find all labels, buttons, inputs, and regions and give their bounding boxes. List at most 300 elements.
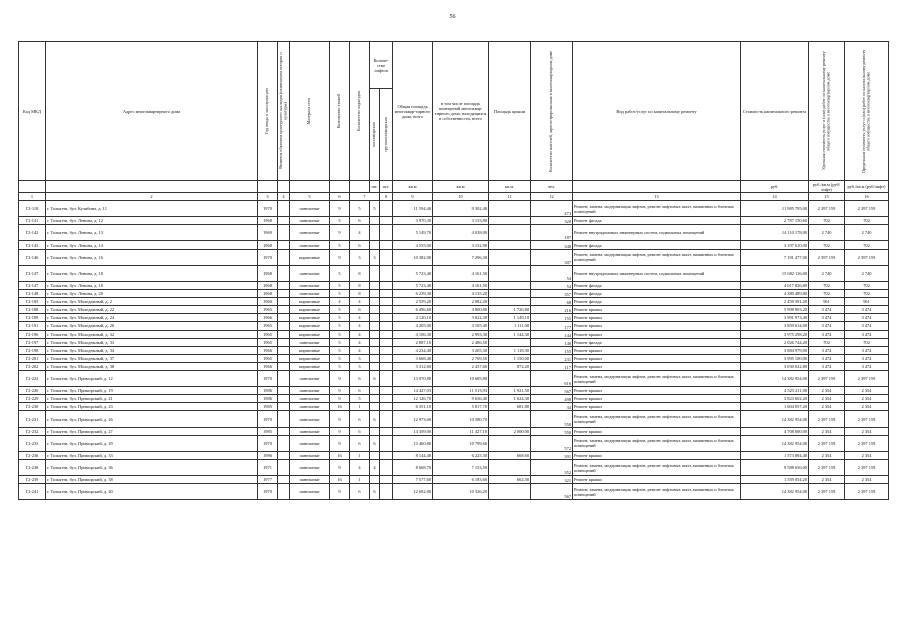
cell-entrances: 4 (350, 225, 370, 241)
cell-unit-cost: 2 397 159 (809, 249, 845, 265)
cell-roof-area (489, 225, 531, 241)
cell-limit-cost: 2 740 (845, 265, 889, 281)
cell-heritage (278, 290, 290, 298)
cell-owned-area: 4 135,20 (433, 290, 489, 298)
cell-roof-area: 1 111,00 (489, 322, 531, 330)
cell-unit-cost: 3 474 (809, 354, 845, 362)
cell-cost: 14 382 954,00 (741, 370, 809, 386)
header-lifts-group: Количе-ство лифтов (370, 42, 393, 89)
cell-wall: панельные (290, 387, 330, 395)
cell-address: г. Тольятти, бул. Ленина, д. 18 (46, 265, 258, 281)
cell-total-area: 4 106,30 (393, 330, 433, 338)
cell-unit-cost: 3 474 (809, 330, 845, 338)
cell-total-area: 13 460,80 (393, 435, 433, 451)
cell-lifts-passenger (370, 265, 380, 281)
cell-work-type: Ремонт крыши (573, 427, 741, 435)
cell-limit-cost: 3 474 (845, 330, 889, 338)
cell-lifts-cargo (380, 370, 393, 386)
table-row (19, 362, 889, 370)
cell-owned-area: 3 132,90 (433, 241, 489, 249)
cell-work-type: Ремонт крыши (573, 387, 741, 395)
cell-entrances: 8 (350, 281, 370, 289)
cell-year: 1966 (258, 346, 278, 354)
cell-entrances: 4 (350, 298, 370, 306)
cell-unit-cost: 2 397 159 (809, 201, 845, 217)
cell-limit-cost: 2 354 (845, 395, 889, 403)
header-row-1 (19, 42, 889, 89)
cell-floors: 9 (330, 484, 350, 500)
cell-total-area: 2 559,20 (393, 298, 433, 306)
cell-residents: 216 (531, 306, 573, 314)
cell-lifts-cargo (380, 217, 393, 225)
table-row (19, 314, 889, 322)
cell-entrances: 6 (350, 427, 370, 435)
cell-address: г. Тольятти, бул. Приморский, д. 29 (46, 435, 258, 451)
cell-roof-area: 1 921,50 (489, 387, 531, 395)
cell-floors: 5 (330, 338, 350, 346)
cell-code: Г2-226 (19, 387, 46, 395)
cell-total-area: 4 205,00 (393, 322, 433, 330)
cell-limit-cost: 3 474 (845, 306, 889, 314)
cell-work-type: Ремонт фасада (573, 338, 741, 346)
cell-year: 1985 (258, 427, 278, 435)
cell-year: 1977 (258, 476, 278, 484)
cell-heritage (278, 451, 290, 459)
cell-entrances: 3 (350, 354, 370, 362)
cell-heritage (278, 476, 290, 484)
cell-lifts-cargo (380, 322, 393, 330)
cell-lifts-cargo (380, 427, 393, 435)
cell-year: 1970 (258, 435, 278, 451)
cell-owned-area: 7 153,50 (433, 460, 489, 476)
cell-unit-cost: 2 397 159 (809, 460, 845, 476)
cell-wall: панельные (290, 476, 330, 484)
cell-lifts-cargo (380, 225, 393, 241)
cell-entrances: 6 (350, 241, 370, 249)
cell-roof-area (489, 411, 531, 427)
cell-address: г. Тольятти, бул. Ленина, д. 20 (46, 290, 258, 298)
column-number: 3 (258, 193, 278, 201)
table-row (19, 306, 889, 314)
column-number: 2 (46, 193, 258, 201)
cell-address: г. Тольятти, бул. Молодежный, д. 38 (46, 362, 258, 370)
column-number: 4 (278, 193, 290, 201)
cell-residents: 231 (531, 354, 573, 362)
cell-total-area: 5 723,40 (393, 265, 433, 281)
cell-lifts-passenger (370, 225, 380, 241)
cell-wall: панельные (290, 370, 330, 386)
cell-floors: 5 (330, 330, 350, 338)
cell-owned-area: 3 205,30 (433, 346, 489, 354)
cell-year: 1966 (258, 362, 278, 370)
cell-unit-cost: 702 (809, 281, 845, 289)
cell-lifts-cargo (380, 338, 393, 346)
cell-roof-area: 1 726,80 (489, 306, 531, 314)
cell-entrances: 6 (350, 411, 370, 427)
table-row (19, 217, 889, 225)
column-number: 11 (489, 193, 531, 201)
cell-wall: панельные (290, 241, 330, 249)
cell-work-type: Ремонт крыши (573, 346, 741, 354)
cell-work-type: Ремонт фасада (573, 290, 741, 298)
cell-limit-cost: 2 354 (845, 387, 889, 395)
cell-heritage (278, 460, 290, 476)
unit-lifts-cargo: шт. (380, 181, 393, 193)
cell-heritage (278, 330, 290, 338)
cell-floors: 9 (330, 427, 350, 435)
cell-heritage (278, 370, 290, 386)
cell-code: Г2-147 (19, 281, 46, 289)
cell-unit-cost: 3 474 (809, 322, 845, 330)
cell-floors: 5 (330, 346, 350, 354)
cell-total-area: 5 723,40 (393, 281, 433, 289)
unit-limit-cost: руб./кв.м (руб/лифт) (845, 181, 889, 193)
header-owned-area: в том числе площадь помещений многоквар-тирного дома, находящихся в собственности, всего (433, 42, 489, 181)
cell-entrances: 1 (350, 451, 370, 459)
cell-heritage (278, 484, 290, 500)
cell-code: Г2-201 (19, 354, 46, 362)
cell-total-area: 14 359,00 (393, 427, 433, 435)
table-row (19, 395, 889, 403)
cell-code: Г2-147 (19, 265, 46, 281)
cell-address: г. Тольятти, бул. Ленина, д. 12 (46, 217, 258, 225)
cell-code: Г2-238 (19, 460, 46, 476)
cell-code: Г2-189 (19, 314, 46, 322)
column-number: 13 (573, 193, 741, 201)
cell-lifts-passenger (370, 362, 380, 370)
cell-lifts-passenger (370, 427, 380, 435)
cell-owned-area: 9 302,40 (433, 201, 489, 217)
unit-owned-area: кв.м (433, 181, 489, 193)
cell-lifts-cargo (380, 362, 393, 370)
cell-unit-cost: 2 397 159 (809, 484, 845, 500)
column-number: 9 (393, 193, 433, 201)
cell-limit-cost: 2 354 (845, 427, 889, 435)
cell-lifts-passenger: 3 (370, 249, 380, 265)
header-floors: Количество этажей (330, 42, 350, 181)
cell-entrances: 4 (350, 330, 370, 338)
cell-floors: 5 (330, 217, 350, 225)
cell-year: 1986 (258, 387, 278, 395)
cell-residents: 187 (531, 225, 573, 241)
cell-entrances: 1 (350, 403, 370, 411)
cell-code: Г2-236 (19, 451, 46, 459)
cell-owned-area: 10 326,20 (433, 484, 489, 500)
unit-total-area: кв.м (393, 181, 433, 193)
cell-floors: 5 (330, 322, 350, 330)
header-entrances: Количество подъездов (350, 42, 370, 181)
cell-total-area: 13 070,80 (393, 370, 433, 386)
cell-code: Г2-229 (19, 395, 46, 403)
cell-work-type: Ремонт фасада (573, 241, 741, 249)
cell-wall: кирпичные (290, 298, 330, 306)
cell-work-type: Ремонт крыши (573, 403, 741, 411)
cell-entrances: 4 (350, 322, 370, 330)
cell-heritage (278, 403, 290, 411)
cell-limit-cost: 2 397 159 (845, 201, 889, 217)
cell-wall: панельные (290, 435, 330, 451)
cell-roof-area: 1 624,30 (489, 395, 531, 403)
column-number-row (19, 193, 889, 201)
cell-roof-area (489, 370, 531, 386)
cell-total-area: 3 970,30 (393, 217, 433, 225)
cell-lifts-cargo (380, 265, 393, 281)
table-row (19, 427, 889, 435)
cell-lifts-cargo (380, 330, 393, 338)
cell-roof-area: 662,30 (489, 476, 531, 484)
cell-work-type: Ремонт крыши (573, 451, 741, 459)
cell-heritage (278, 298, 290, 306)
cell-code: Г2-222 (19, 370, 46, 386)
cell-entrances: 6 (350, 306, 370, 314)
cell-owned-area: 2 486,50 (433, 338, 489, 346)
cell-lifts-cargo (380, 403, 393, 411)
cell-residents: 155 (531, 346, 573, 354)
cell-wall: панельные (290, 338, 330, 346)
cell-floors: 16 (330, 476, 350, 484)
cell-heritage (278, 338, 290, 346)
header-lifts-cargo: грузопассажирских (380, 89, 393, 181)
column-number: 1 (19, 193, 46, 201)
cell-work-type: Ремонт крыши (573, 322, 741, 330)
cell-limit-cost: 2 397 159 (845, 435, 889, 451)
cell-cost: 14 382 954,00 (741, 484, 809, 500)
cell-owned-area: 5 817,70 (433, 403, 489, 411)
column-number: 14 (741, 193, 809, 201)
cell-floors: 5 (330, 314, 350, 322)
cell-lifts-passenger (370, 354, 380, 362)
cell-residents: 68 (531, 298, 573, 306)
cell-code: Г2-198 (19, 346, 46, 354)
cell-unit-cost: 2 740 (809, 265, 845, 281)
cell-heritage (278, 249, 290, 265)
cell-owned-area: 4 800,80 (433, 306, 489, 314)
cell-owned-area: 11 513,93 (433, 387, 489, 395)
cell-cost: 1 604 957,20 (741, 403, 809, 411)
table-row (19, 370, 889, 386)
cell-residents: 155 (531, 314, 573, 322)
cell-entrances: 3 (350, 362, 370, 370)
cell-lifts-passenger (370, 281, 380, 289)
cell-wall: кирпичные (290, 362, 330, 370)
cell-residents: 144 (531, 330, 573, 338)
cell-unit-cost: 2 354 (809, 476, 845, 484)
table-row (19, 451, 889, 459)
cell-lifts-passenger: 5 (370, 201, 380, 217)
cell-cost: 2 026 744,20 (741, 338, 809, 346)
cell-cost: 4 017 826,80 (741, 281, 809, 289)
cell-code: Г2-241 (19, 484, 46, 500)
cell-cost: 4 380 489,80 (741, 290, 809, 298)
cell-total-area: 12 126,70 (393, 395, 433, 403)
cell-unit-cost: 961 (809, 298, 845, 306)
cell-year: 1970 (258, 201, 278, 217)
header-unit-cost: Удельная стоимость услуг и (или) работ по капитальному ремонту общего имущества в многоквартирном доме (809, 42, 845, 181)
cell-work-type: Ремонт, замена, модернизация лифтов, ремонт лифтовых шахт, машинных и блочных помещений (573, 460, 741, 476)
cell-address: г. Тольятти, бул. Приморский, д. 27 (46, 427, 258, 435)
column-number: 6 (330, 193, 350, 201)
cell-lifts-cargo (380, 306, 393, 314)
cell-roof-area: 668,60 (489, 451, 531, 459)
cell-entrances: 6 (350, 435, 370, 451)
cell-limit-cost: 2 397 159 (845, 370, 889, 386)
column-number: 5 (290, 193, 330, 201)
header-lifts-passenger: пассажирских (370, 89, 380, 181)
cell-entrances: 5 (350, 201, 370, 217)
cell-wall: кирпичные (290, 306, 330, 314)
column-number: 8 (380, 193, 393, 201)
cell-total-area: 8 144,40 (393, 451, 433, 459)
cell-lifts-cargo (380, 476, 393, 484)
units-row (19, 181, 889, 193)
table-row (19, 476, 889, 484)
header-address: Адрес многоквартирного дома (46, 42, 258, 181)
cell-cost: 2 787 150,60 (741, 217, 809, 225)
header-work-type: Вид работ/услуг по капитальному ремонту (573, 42, 741, 181)
cell-total-area: 8 668,70 (393, 460, 433, 476)
cell-cost: 7 191 477,00 (741, 249, 809, 265)
cell-limit-cost: 3 474 (845, 362, 889, 370)
cell-lifts-passenger (370, 403, 380, 411)
cell-limit-cost: 2 397 159 (845, 460, 889, 476)
cell-limit-cost: 2 397 159 (845, 411, 889, 427)
cell-residents: 352 (531, 460, 573, 476)
cell-heritage (278, 241, 290, 249)
table-row (19, 322, 889, 330)
cell-year: 1970 (258, 249, 278, 265)
cell-floors: 5 (330, 306, 350, 314)
cell-cost: 1 573 884,40 (741, 451, 809, 459)
cell-total-area: 11 594,40 (393, 201, 433, 217)
cell-code: Г2-202 (19, 362, 46, 370)
cell-cost: 5 998 903,20 (741, 306, 809, 314)
cell-total-area: 3 312,60 (393, 362, 433, 370)
cell-heritage (278, 201, 290, 217)
cell-roof-area: 681,80 (489, 403, 531, 411)
cell-floors: 16 (330, 403, 350, 411)
cell-owned-area: 3 105,40 (433, 322, 489, 330)
cell-heritage (278, 362, 290, 370)
cell-entrances: 5 (350, 395, 370, 403)
cell-lifts-passenger (370, 322, 380, 330)
cell-cost: 9 588 636,00 (741, 460, 809, 476)
cell-total-area: 14 427,03 (393, 387, 433, 395)
cell-floors: 9 (330, 201, 350, 217)
cell-wall: кирпичные (290, 346, 330, 354)
cell-residents: 498 (531, 395, 573, 403)
cell-lifts-cargo (380, 387, 393, 395)
cell-floors: 5 (330, 241, 350, 249)
table-row (19, 290, 889, 298)
table-row (19, 330, 889, 338)
cell-residents: 54 (531, 265, 573, 281)
cell-residents: 473 (531, 201, 573, 217)
cell-address: г. Тольятти, бул. Приморский, д. 21 (46, 395, 258, 403)
cell-lifts-cargo (380, 460, 393, 476)
cell-lifts-passenger (370, 338, 380, 346)
cell-cost: 14 382 954,00 (741, 411, 809, 427)
cell-total-area: 2 887,10 (393, 338, 433, 346)
cell-heritage (278, 387, 290, 395)
cell-address: г. Тольятти, бул. Молодежный, д. 22 (46, 306, 258, 314)
cell-unit-cost: 3 474 (809, 362, 845, 370)
cell-owned-area: 3 133,80 (433, 217, 489, 225)
cell-address: г. Тольятти, бул. Ленина, д. 13 (46, 225, 258, 241)
cell-lifts-passenger (370, 290, 380, 298)
cell-roof-area: 1 150,00 (489, 354, 531, 362)
cell-limit-cost: 2 397 159 (845, 249, 889, 265)
cell-address: г. Тольятти, бул. Приморский, д. 40 (46, 484, 258, 500)
cell-residents: 340 (531, 241, 573, 249)
cell-wall: панельные (290, 217, 330, 225)
cell-year: 1965 (258, 330, 278, 338)
cell-owned-area: 6 225,30 (433, 451, 489, 459)
cell-wall: панельные (290, 201, 330, 217)
table-row (19, 298, 889, 306)
cell-wall: панельные (290, 451, 330, 459)
cell-unit-cost: 2 740 (809, 225, 845, 241)
cell-unit-cost: 3 474 (809, 306, 845, 314)
cell-code: Г2-230 (19, 403, 46, 411)
cell-entrances: 4 (350, 314, 370, 322)
cell-floors: 9 (330, 460, 350, 476)
cell-owned-area: 2 082,20 (433, 298, 489, 306)
cell-address: г. Тольятти, бул. Молодежный, д. 2 (46, 298, 258, 306)
cell-code: Г2-239 (19, 476, 46, 484)
column-number: 12 (531, 193, 573, 201)
cell-residents: 550 (531, 427, 573, 435)
cell-owned-area: 4 161,50 (433, 265, 489, 281)
cell-total-area: 12 692,80 (393, 484, 433, 500)
cell-residents: 117 (531, 362, 573, 370)
cell-owned-area: 2 437,60 (433, 362, 489, 370)
cell-roof-area: 1 144,30 (489, 330, 531, 338)
cell-unit-cost: 2 354 (809, 387, 845, 395)
cell-floors: 16 (330, 451, 350, 459)
cell-wall: панельные (290, 225, 330, 241)
cell-unit-cost: 2 354 (809, 427, 845, 435)
cell-heritage (278, 435, 290, 451)
cell-wall: панельные (290, 427, 330, 435)
cell-residents: 572 (531, 435, 573, 451)
cell-unit-cost: 3 474 (809, 346, 845, 354)
header-heritage: Является объектом культурного наследия (памятником истории и культуры) (278, 42, 290, 181)
cell-roof-area (489, 460, 531, 476)
cell-cost: 14 110 178,00 (741, 225, 809, 241)
cell-code: Г2-141 (19, 217, 46, 225)
cell-lifts-cargo (380, 395, 393, 403)
cell-limit-cost: 702 (845, 217, 889, 225)
cell-roof-area: 872,20 (489, 362, 531, 370)
cell-cost: 3 030 022,80 (741, 362, 809, 370)
cell-unit-cost: 2 397 159 (809, 411, 845, 427)
cell-total-area: 3 668,40 (393, 354, 433, 362)
cell-cost: 3 823 602,20 (741, 395, 809, 403)
column-number: 16 (845, 193, 889, 201)
cell-roof-area: 1 118,30 (489, 346, 531, 354)
cell-code: Г2-143 (19, 241, 46, 249)
cell-residents: 391 (531, 451, 573, 459)
cell-year: 1970 (258, 411, 278, 427)
cell-lifts-cargo (380, 298, 393, 306)
cell-heritage (278, 411, 290, 427)
cell-lifts-cargo (380, 411, 393, 427)
cell-cost: 4 523 211,00 (741, 387, 809, 395)
cell-lifts-passenger (370, 330, 380, 338)
cell-owned-area: 10 685,80 (433, 370, 489, 386)
cell-floors: 5 (330, 362, 350, 370)
cell-work-type: Ремонт крыши (573, 476, 741, 484)
